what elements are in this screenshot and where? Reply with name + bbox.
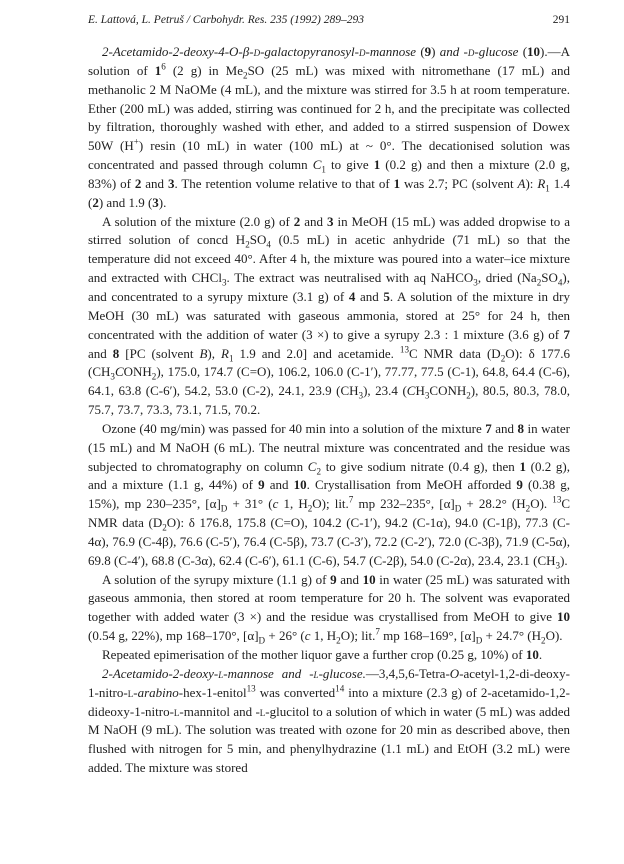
paragraph-ozonolysis: Ozone (40 mg/min) was passed for 40 min into a solution of the mixture 7 and 8 in water (15 mL) and M NaOH (6 mL). The neutral mixture was concentrated and the residue was subjected to chromatography on column $C_2$ to give sodium nitrate (0.4 g), then 1 (0.2 g), and a mixture (1.1 g, 44%) of 9 and 10. Crystallisation from MeOH afforded 9 (0.38 g, 15%), mp 230–235°, $[\alpha]_D + 31^\circ$ (c 1, $H_2O$); lit.$^7$ mp 232–235°, $[\alpha]_D + 28.2^\circ$ $(H_2O)$. $^{13}$C NMR data $(D_2O)$: δ 176.8, 175.8 (C=O), 104.2 (C-1′), 94.2 (C-1α), 94.0 (C-1β), 77.3 (C-4α), 76.9 (C-4β), 76.6 (C-5′), 76.4 (C-5β), 73.7 (C-3′), 72.2 (C-2′), 72.0 (C-3β), 71.9 (C-5α), 69.8 (C-4′), 68.8 (C-3α), 62.4 (C-6′), 61.1 (C-6), 54.7 (C-2β), 54.0 (C-2α), 23.4, 23.1 $(CH_3)$. xyxy=(88,420,571,571)
paragraph-epimerisation: A solution of the syrupy mixture (1.1 g) of 9 and 10 in water (25 mL) was saturated with gaseous ammonia, then stored at room temperature for 20 h. The solvent was evaporated together with added water (3 ×) and the residue was crystallised from MeOH to give 10 (0.54 g, 22%), mp 168–170°, $[\alpha]_D + 26^\circ$ (c 1, $H_2O$); lit.$^7$ mp 168–169°, $[\alpha]_D + 24.7^\circ$ $(H_2O)$. xyxy=(88,571,570,646)
running-head: E. Lattová, L. Petruš / Carbohydr. Res. 235 (1992) 289–293 xyxy=(88,14,364,26)
paragraph-l-series: 2-Acetamido-2-deoxy-l-mannose and -l-glucose.—3,4,5,6-Tetra-O-acetyl-1,2-di-deoxy-1-nitro-l-arabino-hex-1-enitol$^{13}$ was converted$^{14}$ into a mixture (2.3 g) of 2-acetamido-1,2-dideoxy-1-nitro-l-mannitol and -l-glucitol to a solution of which in water (5 mL) was added M NaOH (9 mL). The solution was treated with ozone for 20 min as described above, then flushed with nitrogen for 5 min, and phenylhydrazine (1.1 mL) and EtOH (3.2 mL) were added. The mixture was stored xyxy=(88,665,570,776)
running-header xyxy=(88,14,570,34)
paragraph-acetylation: A solution of the mixture (2.0 g) of 2 and 3 in MeOH (15 mL) was added dropwise to a stirred solution of concd $H_2SO_4$ (0.5 mL) in acetic anhydride (71 mL) so that the temperature did not exceed 40°. After 4 h, the mixture was poured into a water–ice mixture and extracted with CHCl$_3$. The extract was neutralised with aq NaHCO$_3$, dried $(Na_2SO_4)$, and concentrated to a syrupy mixture (3.1 g) of 4 and 5. A solution of the mixture in dry MeOH (30 mL) was saturated with gaseous ammonia, stored at 25° for 24 h, then concentrated with the addition of water (3 ×) to give a syrupy 2.3 : 1 mixture (3.6 g) of 7 and 8 [PC (solvent B), $R_1$ 1.9 and 2.0] and acetamide. $^{13}$C NMR data $(D_2O)$: δ 177.6 $(CH_3CONH_2)$, 175.0, 174.7 (C=O), 106.2, 106.0 (C-1′), 77.77, 77.5 (C-1), 64.8, 64.4 (C-6), 64.1, 63.8 (C-6′), 54.2, 53.0 (C-2), 24.1, 23.9 $(CH_3)$, 23.4 $(CH_3CONH_2)$, 80.5, 80.3, 78.0, 75.7, 73.7, 73.3, 73.1, 71.5, 70.2. xyxy=(88,213,571,418)
paragraph-further-crop: Repeated epimerisation of the mother liquor gave a further crop (0.25 g, 10%) of 10. xyxy=(102,647,543,662)
paragraph-synthesis-9-10: 2-Acetamido-2-deoxy-4-O-β-d-galactopyranosyl-d-mannose (9) and -d-glucose (10).—A solution of $1^6$ (2 g) in $Me_2SO$ (25 mL) was mixed with nitromethane (17 mL) and methanolic 2 M NaOMe (4 mL), and the mixture was stirred for 3.5 h at room temperature. Ether (200 mL) was added, stirring was continued for 2 h, and the precipitate was collected by filtration, thoroughly washed with ether, and added to a stirred suspension of Dowex 50W (H+) resin (10 mL) in water (100 mL) at ~ 0°. The decationised solution was concentrated and passed through column $C_1$ to give 1 (0.2 g) and then a mixture (2.0 g, 83%) of 2 and 3. The retention volume relative to that of 1 was 2.7; PC (solvent A): $R_1$ 1.4 (2) and 1.9 (3). xyxy=(88,44,571,210)
body-text xyxy=(88,43,570,778)
page-number: 291 xyxy=(552,14,570,26)
